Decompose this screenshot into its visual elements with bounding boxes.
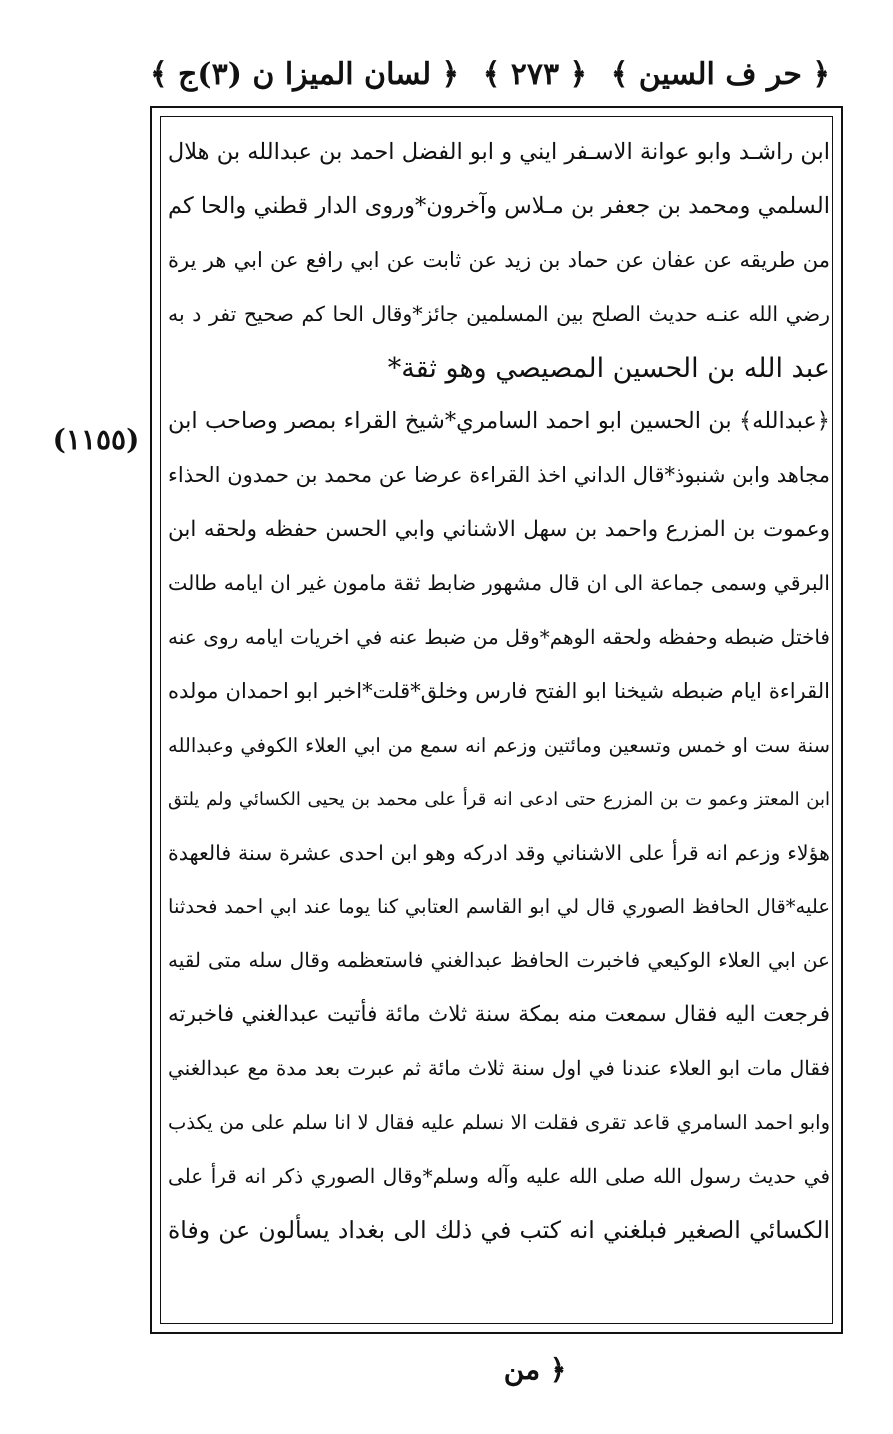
entry-heading-line: ﴿عبدالله﴾ بن الحسين ابو احمد السامري*شيخ القراء بمصر وصاحب ابن [168, 408, 830, 435]
text-line: القراءة ايام ضبطه شيخنا ابو الفتح فارس وخلق*قلت*اخبر ابو احمدان مولده [168, 678, 830, 703]
catchword: ﴿ من [503, 1353, 567, 1386]
text-line: عن ابي العلاء الوكيعي فاخبرت الحافظ عبدالغني فاستعظمه وقال سله متى لقيه [168, 948, 830, 973]
header-page-number: ﴿ ٢٧٣ ﴾ [482, 56, 588, 92]
header-book-title: ﴿ لسان الميزا ن (٣)ج ﴾ [150, 56, 460, 92]
text-line: سنة ست او خمس وتسعين ومائتين وزعم انه سمع من ابي العلاء الكوفي وعبدالله [168, 733, 830, 757]
text-line: في حديث رسول الله صلى الله عليه وآله وسلم*وقال الصوري ذكر انه قرأ على [168, 1163, 830, 1188]
text-line: فقال مات ابو العلاء عندنا في اول سنة ثلاث مائة ثم عبرت بعد مدة مع عبدالغني [168, 1056, 830, 1081]
text-line: مجاهد وابن شنبوذ*قال الداني اخذ القراءة عرضا عن محمد بن حمدون الحذاء [168, 463, 830, 488]
entry-number: (١١٥٥) [52, 423, 140, 456]
text-line: رضي الله عنـه حديث الصلح بين المسلمين جائز*وقال الحا كم صحيح تفر د به [168, 301, 830, 326]
text-line: فرجعت اليه فقال سمعت منه بمكة سنة ثلاث مائة فأتيت عبدالغني فاخبرته [168, 1002, 830, 1028]
text-line: هؤلاء وزعم انه قرأ على الاشناني وقد ادركه وهو ابن احدى عشرة سنة فالعهدة [168, 840, 830, 865]
text-line: البرقي وسمى جماعة الى ان قال مشهور ضابط ثقة مامون غير ان ايامه طالت [168, 571, 830, 596]
text-line: وعموت بن المزرع واحمد بن سهل الاشناني وابي الحسن حفظه ولحقه ابن [168, 517, 830, 543]
text-line: وابو احمد السامري قاعد تقرى فقلت الا نسلم عليه فقال لا انا سلم على من يكذب [168, 1111, 830, 1135]
text-line: ابن المعتز وعمو ت بن المزرع حتى ادعى انه قرأ على محمد بن يحيى الكسائي ولم يلتق [168, 788, 830, 810]
text-line: الكسائي الصغير فبلغني انه كتب في ذلك الى بغداد يسألون عن وفاة [168, 1215, 830, 1244]
text-line: ابن راشـد وابو عوانة الاسـفر ايني و ابو الفضل احمد بن عبدالله بن هلال [167, 139, 830, 165]
text-line: من طريقه عن عفان عن حماد بن زيد عن ثابت عن ابي رافع عن ابي هر يرة [168, 247, 830, 272]
header-chapter-title: ﴿ حر ف السين ﴾ [610, 56, 830, 92]
text-line: فاختل ضبطه وحفظه ولحقه الوهم*وقل من ضبط عنه في اخريات ايامه روى عنه [168, 625, 830, 650]
page-header [150, 52, 830, 96]
text-line: السلمي ومحمد بن جعفر بن مـلاس وآخرون*وروى الدار قطني والحا كم [168, 192, 830, 219]
text-line: عليه*قال الحافظ الصوري قال لي ابو القاسم العتابي كنا يوما عند ابي احمد فحدثنا [168, 895, 830, 919]
body-text [164, 126, 834, 1320]
text-line: عبد الله بن الحسين المصيصي وهو ثقة* [387, 352, 830, 384]
